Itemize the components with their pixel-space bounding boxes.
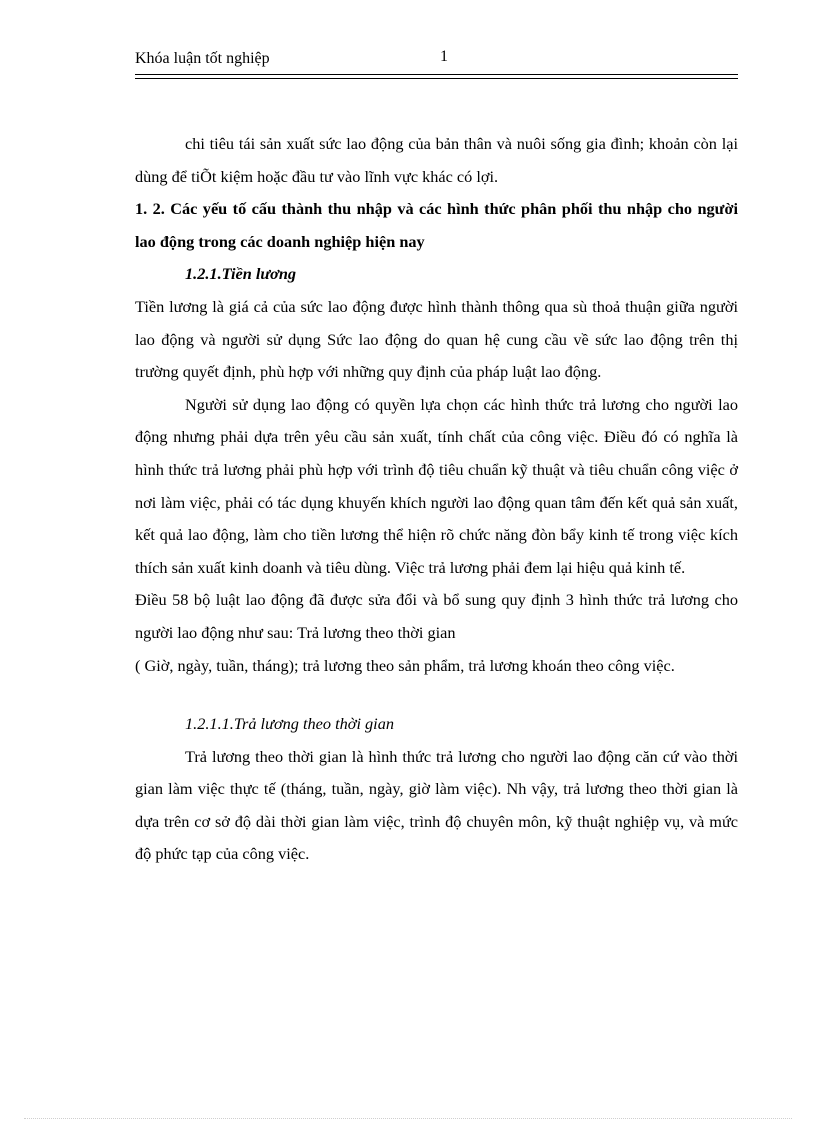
- subsubsection-heading: 1.2.1.1.Trả lương theo thời gian: [185, 714, 394, 734]
- paragraph-time-pay: Trả lương theo thời gian là hình thức trả lương cho người lao động căn cứ vào thời gian làm việc thực tế (tháng, tuần, ngày, giờ làm việc). Nh vậy, trả lương theo thời gian là dựa trên cơ sở độ dài thời gian làm việc, trình độ chuyên môn, kỹ thuật nghiệp vụ, và mức độ phức tạp của công việc.: [135, 746, 738, 864]
- header-rule-thick: [135, 74, 738, 75]
- section-heading: 1. 2. Các yếu tố cấu thành thu nhập và các hình thức phân phối thu nhập cho người lao động trong các doanh nghiệp hiện nay: [135, 199, 738, 251]
- paragraph-forms: Người sử dụng lao động có quyền lựa chọn các hình thức trả lương cho người lao động nhưng phải dựa trên yêu cầu sản xuất, tính chất của công việc. Điều đó có nghĩa là hình thức trả lương phải phù hợp với trình độ tiêu chuẩn kỹ thuật và tiêu chuẩn công việc ở nơi làm việc, phải có tác dụng khuyến khích người lao động quan tâm đến kết quả sản xuất, kết quả lao động, làm cho tiền lương thể hiện rõ chức năng đòn bẩy kinh tế trong việc kích thích sản xuất kinh doanh và tiêu dùng. Việc trả lương phải đem lại hiệu quả kinh tế.: [135, 394, 738, 577]
- page-header: [135, 48, 738, 72]
- page-bottom-border: [24, 1118, 792, 1119]
- header-rule-thin: [135, 78, 738, 79]
- subsection-heading: 1.2.1.Tiền lương: [185, 264, 297, 284]
- page-number: 1: [440, 48, 448, 65]
- paragraph-continuation: chi tiêu tái sản xuất sức lao động của bản thân và nuôi sống gia đình; khoản còn lại dùng để tiÕt kiệm hoặc đầu tư vào lĩnh vực khác có lợi.: [135, 134, 738, 186]
- document-title: Khóa luận tốt nghiệp: [135, 50, 270, 67]
- paragraph-forms-list: ( Giờ, ngày, tuần, tháng); trả lương theo sản phẩm, trả lương khoán theo công việc.: [135, 655, 675, 675]
- page-content: [135, 128, 738, 871]
- paragraph-definition: Tiền lương là giá cả của sức lao động được hình thành thông qua sù thoả thuận giữa người lao động và người sử dụng Sức lao động do quan hệ cung cầu về sức lao động trên thị trường quyết định, phù hợp với những quy định của pháp luật lao động.: [135, 296, 738, 382]
- paragraph-article-58: Điều 58 bộ luật lao động đã được sửa đổi và bổ sung quy định 3 hình thức trả lương cho người lao động như sau: Trả lương theo thời gian: [135, 590, 738, 642]
